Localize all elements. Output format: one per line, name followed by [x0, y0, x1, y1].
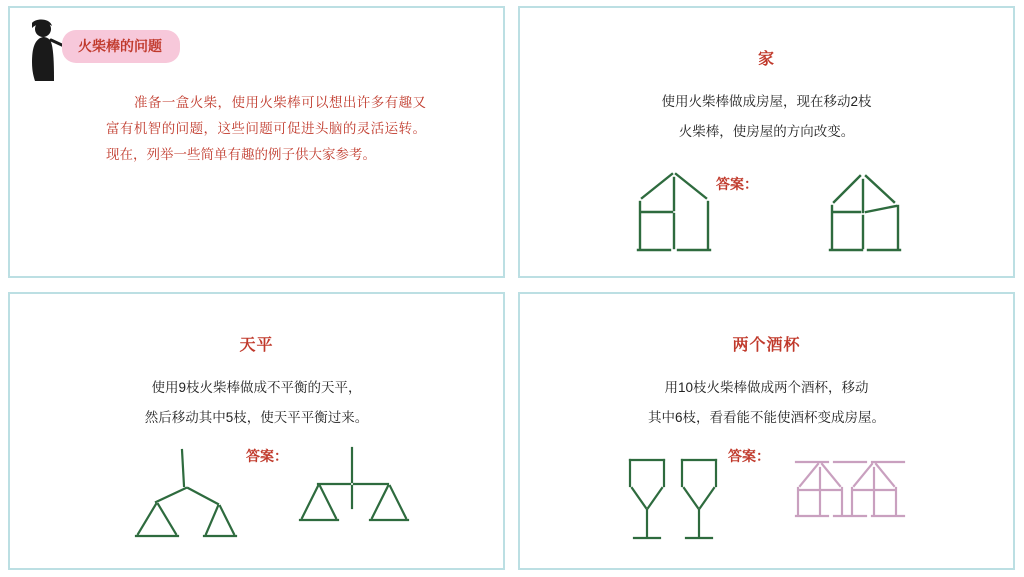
panel-two-glasses [518, 292, 1015, 570]
glasses-description [602, 373, 932, 433]
figure-two-glasses [620, 452, 740, 552]
house-description-line-1: 使用火柴棒做成房屋，现在移动2枝 [661, 94, 872, 109]
figure-balance-answer [292, 442, 442, 542]
panel-matchstick-problems [8, 6, 505, 278]
panel-balance [8, 292, 505, 570]
balance-description-line-1: 使用9枝火柴棒做成不平衡的天平， [151, 380, 362, 395]
figure-two-glasses-answer [788, 452, 938, 552]
figure-house-answer [816, 166, 926, 256]
balance-description [92, 373, 422, 433]
figure-balance-unbalanced [130, 442, 250, 542]
figure-house-original [628, 166, 728, 256]
answer-label-balance: 答案： [246, 448, 288, 464]
house-description-line-2: 火柴棒，使房屋的方向改变。 [678, 124, 855, 139]
panel-title-balance: 天平 [239, 337, 274, 354]
panel-title-house: 家 [757, 51, 775, 68]
answer-label-glasses: 答案： [728, 448, 770, 464]
glasses-description-line-1: 用10枝火柴棒做成两个酒杯，移动 [664, 380, 869, 395]
balance-description-line-2: 然后移动其中5枝，使天平平衡过来。 [144, 410, 369, 425]
intro-paragraph: 准备一盒火柴，使用火柴棒可以想出许多有趣又富有机智的问题，这些问题可促进头脑的灵活运转。现在，列举一些简单有趣的例子供大家参考。 [106, 95, 426, 162]
glasses-description-line-2: 其中6枝，看看能不能使酒杯变成房屋。 [647, 410, 885, 425]
panel-house [518, 6, 1015, 278]
answer-label-house: 答案： [716, 176, 758, 192]
panel-banner-title: 火柴棒的问题 [62, 30, 180, 63]
panel-title-two-glasses: 两个酒杯 [732, 337, 801, 354]
house-description [602, 87, 932, 147]
